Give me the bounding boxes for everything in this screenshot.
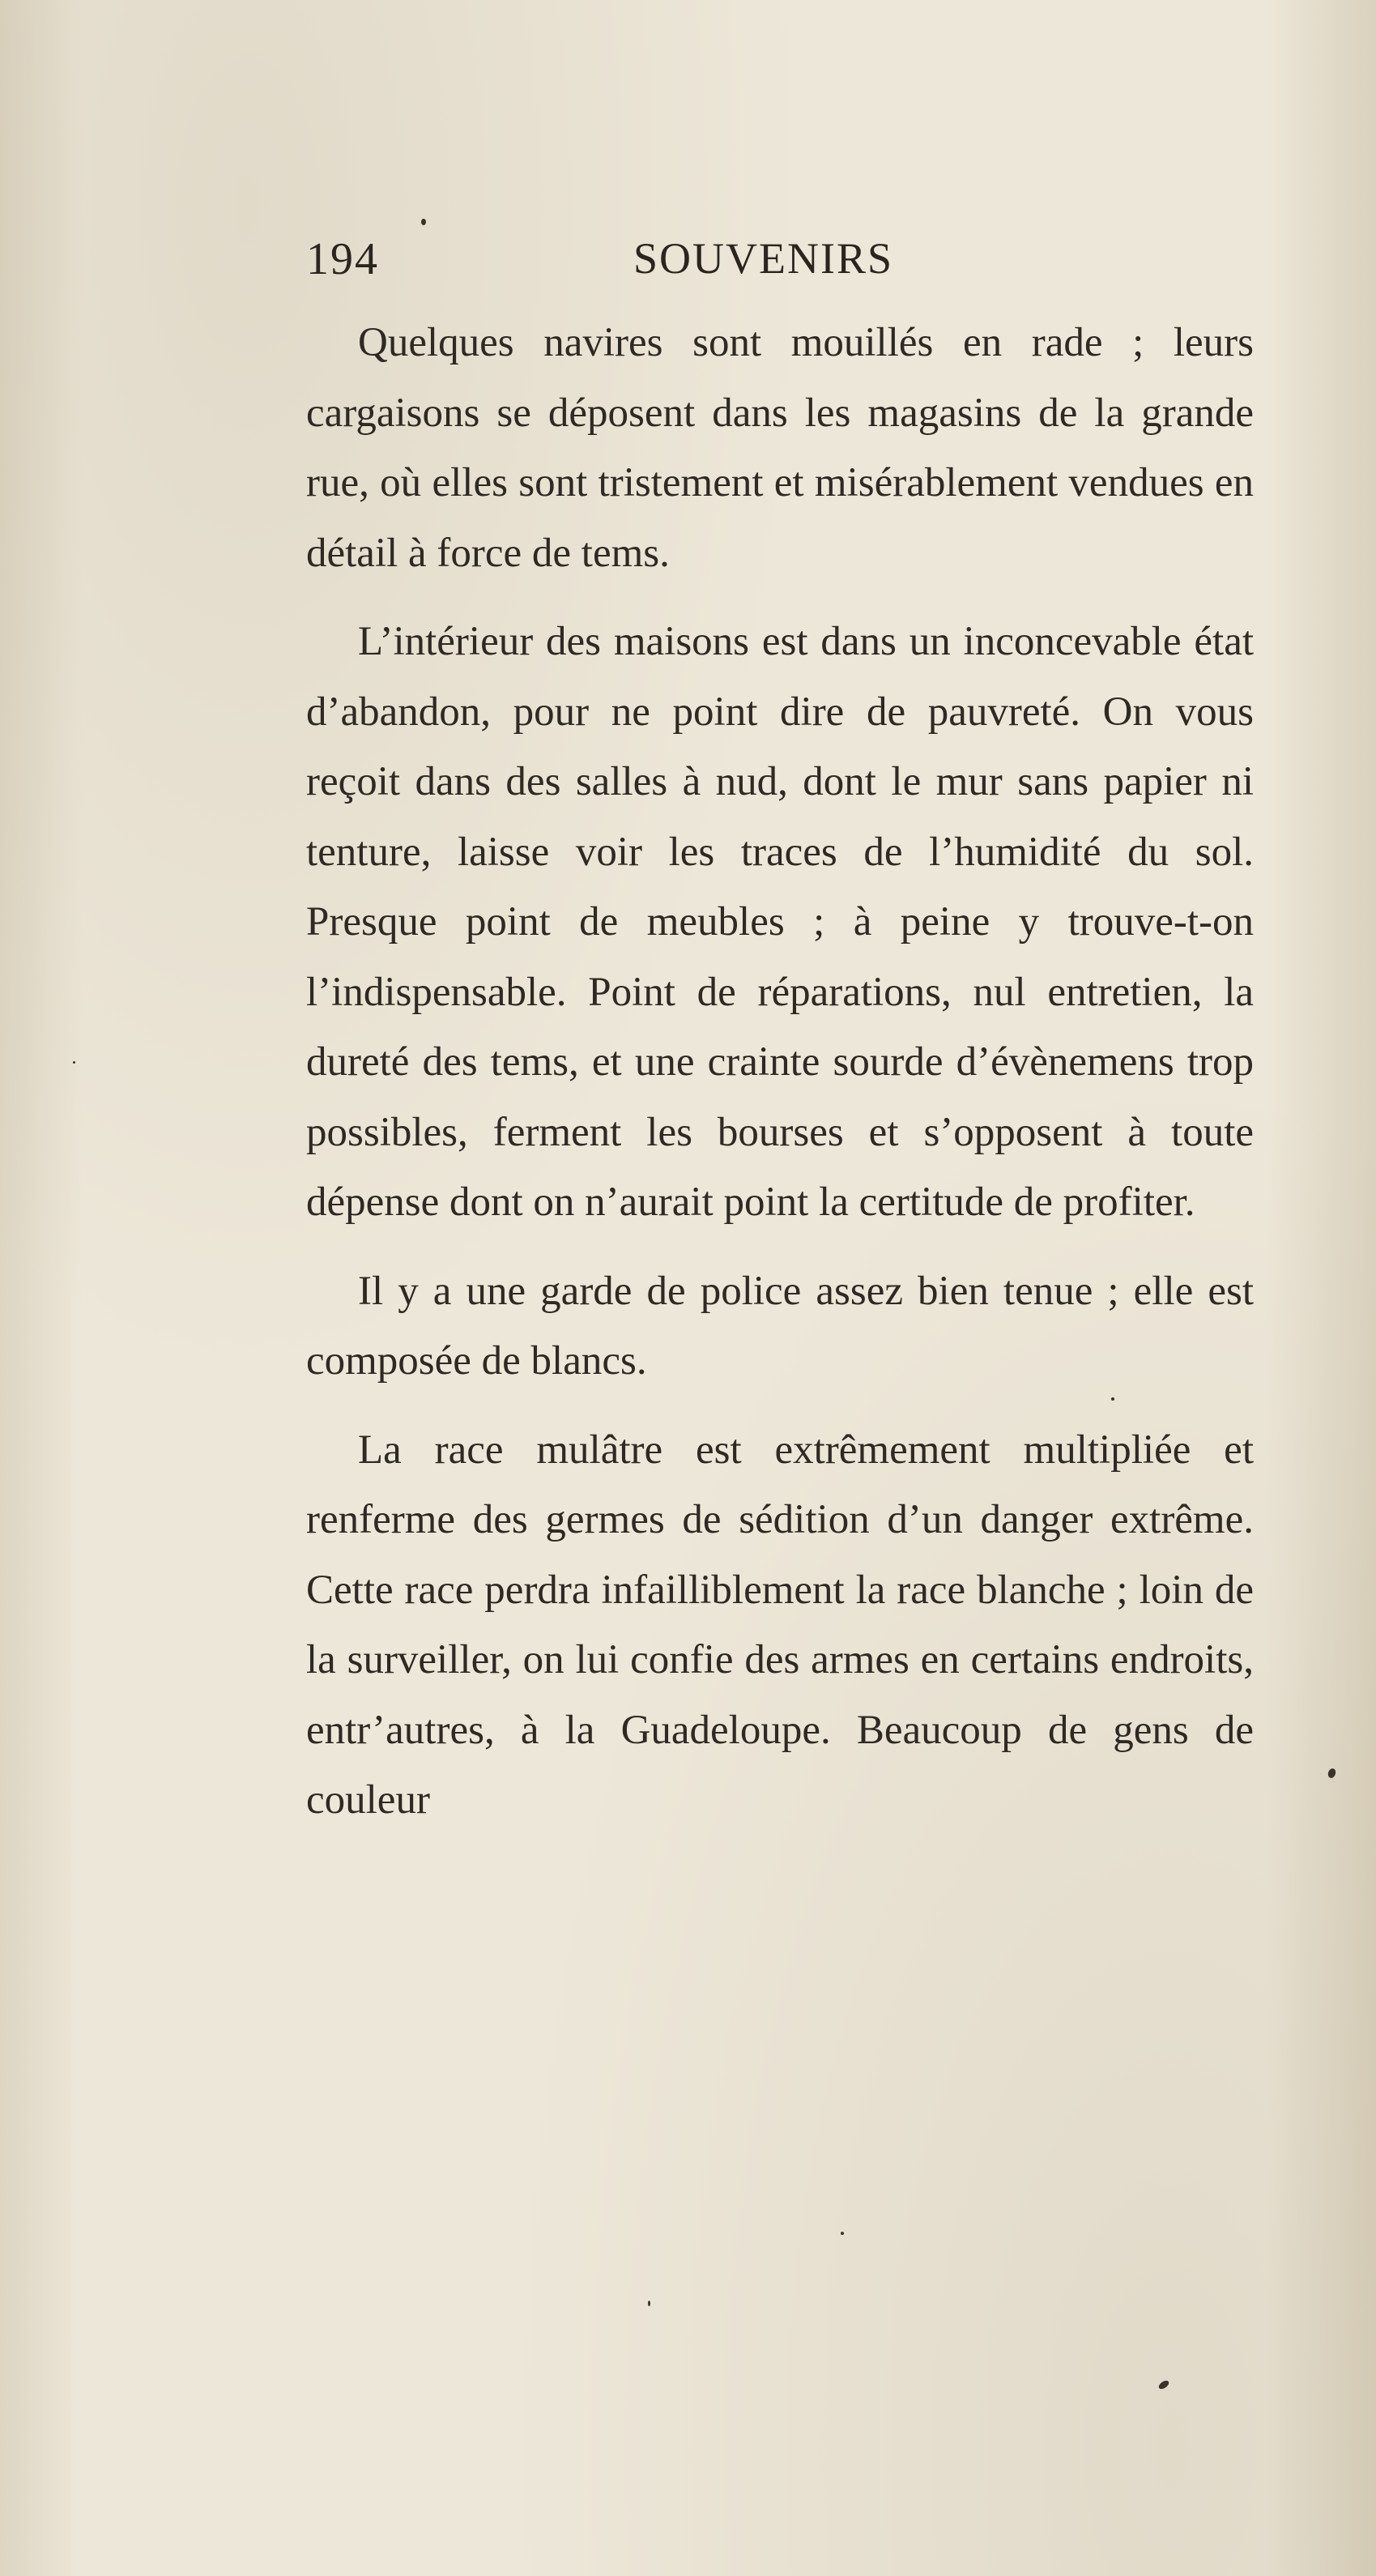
- running-title: SOUVENIRS: [633, 234, 894, 283]
- paragraph-rade: Quelques navires sont mouillés en rade ; leurs cargaisons se déposent dans les magasins de la grande rue, où elles sont tristement et misérablement vendues en détail à force de tems.: [306, 320, 1254, 576]
- paragraph-interieur-maisons: L’intérieur des maisons est dans un inconcevable état d’abandon, pour ne point dire de pauvreté. On vous reçoit dans des salles à nud, dont le mur sans papier ni tenture, laisse voir les traces de l’humidité du sol. Presque point de meubles ; à peine y trouve-t-on l’indispensable. Point de réparations, nul entretien, la dureté des tems, et une crainte sourde d’évènemens trop possibles, ferment les bourses et s’opposent à toute dépense dont on n’aurait point la certitude de profiter.: [306, 619, 1254, 1225]
- paragraph-garde-police: Il y a une garde de police assez bien tenue ; elle est composée de blancs.: [306, 1268, 1254, 1384]
- paper-speck: [73, 1061, 75, 1064]
- page-number: 194: [306, 234, 379, 284]
- body-text: [306, 308, 1254, 1836]
- paper-speck: [648, 2301, 650, 2306]
- paper-speck: [421, 219, 426, 225]
- paper-speck: [1327, 1768, 1337, 1779]
- page-header: [306, 233, 1254, 298]
- paper-speck: [841, 2232, 844, 2235]
- paper-speck: [1111, 1397, 1114, 1401]
- paper-speck: [1157, 2379, 1170, 2391]
- paragraph-race-mulatre: La race mulâtre est extrêmement multipliée et renferme des germes de sédition d’un danger extrême. Cette race perdra infailliblement la race blanche ; loin de la surveiller, on lui confie des armes en certains endroits, entr’autres, à la Guadeloupe. Beaucoup de gens de couleur: [306, 1427, 1254, 1823]
